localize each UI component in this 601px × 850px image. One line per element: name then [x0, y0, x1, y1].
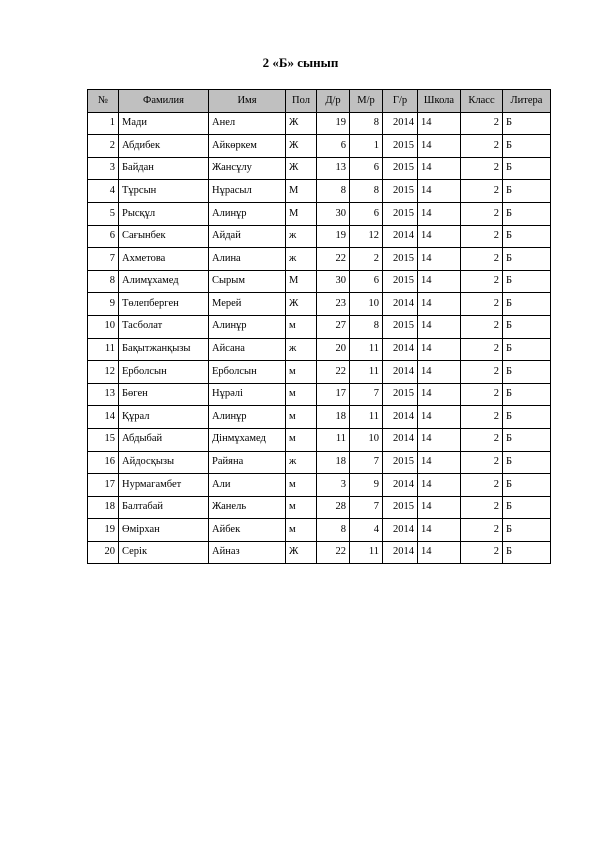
table-row: [88, 202, 551, 225]
cell-letter: Б: [503, 406, 551, 429]
cell-name: Айдай: [209, 225, 286, 248]
cell-birth-day: 22: [317, 541, 350, 564]
cell-letter: Б: [503, 338, 551, 361]
cell-gender: м: [286, 519, 317, 542]
cell-name: Айбек: [209, 519, 286, 542]
cell-letter: Б: [503, 428, 551, 451]
cell-school: 14: [418, 383, 461, 406]
cell-class: 2: [461, 202, 503, 225]
cell-school: 14: [418, 519, 461, 542]
cell-school: 14: [418, 112, 461, 135]
cell-number: 4: [88, 180, 119, 203]
cell-number: 14: [88, 406, 119, 429]
table-row: [88, 519, 551, 542]
header-letter: Литера: [503, 90, 551, 113]
cell-school: 14: [418, 293, 461, 316]
cell-birth-month: 6: [350, 270, 383, 293]
cell-number: 10: [88, 315, 119, 338]
table-row: [88, 474, 551, 497]
cell-birth-month: 7: [350, 383, 383, 406]
cell-class: 2: [461, 519, 503, 542]
cell-name: Жанель: [209, 496, 286, 519]
cell-number: 16: [88, 451, 119, 474]
header-gender: Пол: [286, 90, 317, 113]
page-title: 2 «Б» сынып: [262, 55, 339, 70]
table-row: [88, 541, 551, 564]
cell-gender: м: [286, 496, 317, 519]
cell-birth-month: 2: [350, 248, 383, 271]
table-row: [88, 496, 551, 519]
cell-school: 14: [418, 135, 461, 158]
cell-gender: М: [286, 180, 317, 203]
cell-surname: Абдибек: [119, 135, 209, 158]
cell-class: 2: [461, 406, 503, 429]
cell-birth-year: 2014: [383, 474, 418, 497]
cell-surname: Тасболат: [119, 315, 209, 338]
header-class: Класс: [461, 90, 503, 113]
cell-birth-day: 22: [317, 361, 350, 384]
cell-surname: Айдосқызы: [119, 451, 209, 474]
header-birth-year: Г/р: [383, 90, 418, 113]
cell-birth-day: 18: [317, 406, 350, 429]
cell-gender: м: [286, 428, 317, 451]
cell-number: 15: [88, 428, 119, 451]
cell-birth-year: 2015: [383, 496, 418, 519]
cell-gender: ж: [286, 338, 317, 361]
cell-birth-day: 3: [317, 474, 350, 497]
cell-surname: Тұрсын: [119, 180, 209, 203]
cell-number: 11: [88, 338, 119, 361]
header-birth-day: Д/р: [317, 90, 350, 113]
cell-birth-day: 18: [317, 451, 350, 474]
cell-letter: Б: [503, 496, 551, 519]
cell-surname: Рысқұл: [119, 202, 209, 225]
cell-school: 14: [418, 270, 461, 293]
cell-class: 2: [461, 225, 503, 248]
cell-birth-day: 30: [317, 202, 350, 225]
cell-birth-year: 2015: [383, 315, 418, 338]
cell-school: 14: [418, 338, 461, 361]
table-row: [88, 451, 551, 474]
table-row: [88, 383, 551, 406]
cell-name: Айсана: [209, 338, 286, 361]
cell-gender: М: [286, 270, 317, 293]
cell-number: 18: [88, 496, 119, 519]
cell-birth-month: 9: [350, 474, 383, 497]
cell-surname: Мади: [119, 112, 209, 135]
cell-surname: Бақытжанқызы: [119, 338, 209, 361]
cell-birth-year: 2015: [383, 451, 418, 474]
cell-letter: Б: [503, 293, 551, 316]
cell-name: Алинұр: [209, 202, 286, 225]
table-row: [88, 428, 551, 451]
cell-birth-month: 12: [350, 225, 383, 248]
cell-name: Али: [209, 474, 286, 497]
cell-class: 2: [461, 180, 503, 203]
cell-number: 12: [88, 361, 119, 384]
cell-name: Анел: [209, 112, 286, 135]
cell-birth-day: 8: [317, 519, 350, 542]
cell-class: 2: [461, 315, 503, 338]
cell-birth-day: 19: [317, 225, 350, 248]
cell-gender: М: [286, 202, 317, 225]
cell-birth-day: 19: [317, 112, 350, 135]
cell-birth-day: 11: [317, 428, 350, 451]
table-row: [88, 112, 551, 135]
header-name: Имя: [209, 90, 286, 113]
cell-school: 14: [418, 541, 461, 564]
cell-birth-year: 2014: [383, 519, 418, 542]
cell-birth-year: 2015: [383, 270, 418, 293]
cell-birth-year: 2015: [383, 248, 418, 271]
header-birth-month: М/р: [350, 90, 383, 113]
cell-birth-month: 11: [350, 338, 383, 361]
cell-number: 2: [88, 135, 119, 158]
cell-gender: м: [286, 383, 317, 406]
cell-number: 20: [88, 541, 119, 564]
cell-birth-year: 2015: [383, 202, 418, 225]
table-row: [88, 361, 551, 384]
cell-birth-year: 2014: [383, 361, 418, 384]
cell-surname: Нурмагамбет: [119, 474, 209, 497]
cell-birth-day: 6: [317, 135, 350, 158]
cell-gender: м: [286, 315, 317, 338]
cell-class: 2: [461, 270, 503, 293]
header-number: №: [88, 90, 119, 113]
cell-birth-day: 13: [317, 157, 350, 180]
cell-number: 13: [88, 383, 119, 406]
table-row: [88, 157, 551, 180]
cell-surname: Сағынбек: [119, 225, 209, 248]
cell-birth-year: 2015: [383, 180, 418, 203]
cell-name: Айназ: [209, 541, 286, 564]
cell-name: Ерболсын: [209, 361, 286, 384]
cell-birth-month: 8: [350, 315, 383, 338]
cell-number: 3: [88, 157, 119, 180]
cell-birth-month: 6: [350, 157, 383, 180]
cell-birth-day: 27: [317, 315, 350, 338]
cell-gender: Ж: [286, 135, 317, 158]
cell-gender: ж: [286, 248, 317, 271]
cell-surname: Байдан: [119, 157, 209, 180]
cell-birth-day: 23: [317, 293, 350, 316]
table-row: [88, 135, 551, 158]
cell-gender: Ж: [286, 112, 317, 135]
cell-class: 2: [461, 338, 503, 361]
cell-class: 2: [461, 361, 503, 384]
cell-letter: Б: [503, 383, 551, 406]
cell-surname: Өмірхан: [119, 519, 209, 542]
cell-class: 2: [461, 112, 503, 135]
table-row: [88, 180, 551, 203]
cell-birth-month: 11: [350, 541, 383, 564]
cell-school: 14: [418, 406, 461, 429]
cell-birth-month: 6: [350, 202, 383, 225]
cell-birth-day: 30: [317, 270, 350, 293]
cell-birth-year: 2015: [383, 135, 418, 158]
cell-letter: Б: [503, 157, 551, 180]
cell-birth-month: 8: [350, 112, 383, 135]
cell-number: 5: [88, 202, 119, 225]
cell-school: 14: [418, 180, 461, 203]
header-surname: Фамилия: [119, 90, 209, 113]
cell-birth-year: 2014: [383, 541, 418, 564]
cell-class: 2: [461, 157, 503, 180]
cell-name: Мерей: [209, 293, 286, 316]
cell-birth-day: 28: [317, 496, 350, 519]
cell-birth-month: 4: [350, 519, 383, 542]
cell-school: 14: [418, 361, 461, 384]
cell-birth-month: 10: [350, 428, 383, 451]
cell-school: 14: [418, 225, 461, 248]
cell-birth-year: 2014: [383, 428, 418, 451]
cell-name: Айкөркем: [209, 135, 286, 158]
cell-gender: м: [286, 406, 317, 429]
cell-surname: Алимұхамед: [119, 270, 209, 293]
cell-letter: Б: [503, 135, 551, 158]
cell-letter: Б: [503, 180, 551, 203]
cell-birth-year: 2014: [383, 225, 418, 248]
table-row: [88, 406, 551, 429]
cell-number: 17: [88, 474, 119, 497]
cell-surname: Төлепберген: [119, 293, 209, 316]
cell-class: 2: [461, 496, 503, 519]
cell-birth-month: 10: [350, 293, 383, 316]
cell-gender: Ж: [286, 541, 317, 564]
cell-number: 19: [88, 519, 119, 542]
header-school: Школа: [418, 90, 461, 113]
cell-birth-year: 2014: [383, 406, 418, 429]
cell-school: 14: [418, 428, 461, 451]
cell-surname: Ахметова: [119, 248, 209, 271]
cell-class: 2: [461, 428, 503, 451]
cell-letter: Б: [503, 202, 551, 225]
cell-school: 14: [418, 248, 461, 271]
cell-gender: м: [286, 474, 317, 497]
cell-class: 2: [461, 474, 503, 497]
cell-class: 2: [461, 135, 503, 158]
cell-birth-year: 2014: [383, 112, 418, 135]
cell-name: Нұрәлі: [209, 383, 286, 406]
cell-letter: Б: [503, 541, 551, 564]
cell-birth-year: 2014: [383, 338, 418, 361]
cell-surname: Абдыбай: [119, 428, 209, 451]
cell-gender: м: [286, 361, 317, 384]
cell-letter: Б: [503, 361, 551, 384]
cell-letter: Б: [503, 270, 551, 293]
cell-name: Алина: [209, 248, 286, 271]
cell-name: Алинұр: [209, 406, 286, 429]
cell-school: 14: [418, 157, 461, 180]
cell-number: 1: [88, 112, 119, 135]
cell-birth-month: 11: [350, 406, 383, 429]
cell-letter: Б: [503, 451, 551, 474]
cell-class: 2: [461, 383, 503, 406]
cell-birth-month: 7: [350, 496, 383, 519]
cell-letter: Б: [503, 315, 551, 338]
cell-letter: Б: [503, 474, 551, 497]
cell-name: Сырым: [209, 270, 286, 293]
cell-number: 6: [88, 225, 119, 248]
cell-letter: Б: [503, 225, 551, 248]
cell-number: 9: [88, 293, 119, 316]
cell-number: 8: [88, 270, 119, 293]
cell-birth-year: 2015: [383, 157, 418, 180]
table-row: [88, 315, 551, 338]
cell-birth-year: 2015: [383, 383, 418, 406]
cell-surname: Серік: [119, 541, 209, 564]
cell-class: 2: [461, 293, 503, 316]
table-row: [88, 225, 551, 248]
cell-birth-day: 17: [317, 383, 350, 406]
cell-name: Нұрасыл: [209, 180, 286, 203]
cell-birth-day: 22: [317, 248, 350, 271]
cell-class: 2: [461, 541, 503, 564]
table-row: [88, 338, 551, 361]
cell-school: 14: [418, 496, 461, 519]
cell-birth-month: 11: [350, 361, 383, 384]
cell-gender: ж: [286, 451, 317, 474]
cell-school: 14: [418, 315, 461, 338]
cell-letter: Б: [503, 519, 551, 542]
cell-birth-month: 7: [350, 451, 383, 474]
cell-birth-day: 8: [317, 180, 350, 203]
table-row: [88, 270, 551, 293]
cell-surname: Құрал: [119, 406, 209, 429]
cell-gender: ж: [286, 225, 317, 248]
cell-name: Райяна: [209, 451, 286, 474]
cell-surname: Балтабай: [119, 496, 209, 519]
cell-birth-year: 2014: [383, 293, 418, 316]
cell-letter: Б: [503, 248, 551, 271]
cell-gender: Ж: [286, 157, 317, 180]
cell-birth-month: 8: [350, 180, 383, 203]
cell-gender: Ж: [286, 293, 317, 316]
cell-birth-month: 1: [350, 135, 383, 158]
cell-name: Дінмұхамед: [209, 428, 286, 451]
table-header-row: [88, 90, 551, 113]
table-row: [88, 293, 551, 316]
cell-surname: Ерболсын: [119, 361, 209, 384]
cell-letter: Б: [503, 112, 551, 135]
cell-name: Алинұр: [209, 315, 286, 338]
cell-school: 14: [418, 202, 461, 225]
cell-birth-day: 20: [317, 338, 350, 361]
table-row: [88, 248, 551, 271]
cell-name: Жансұлу: [209, 157, 286, 180]
student-table: [87, 89, 551, 564]
cell-class: 2: [461, 248, 503, 271]
cell-school: 14: [418, 474, 461, 497]
cell-number: 7: [88, 248, 119, 271]
cell-surname: Бөген: [119, 383, 209, 406]
cell-school: 14: [418, 451, 461, 474]
cell-class: 2: [461, 451, 503, 474]
